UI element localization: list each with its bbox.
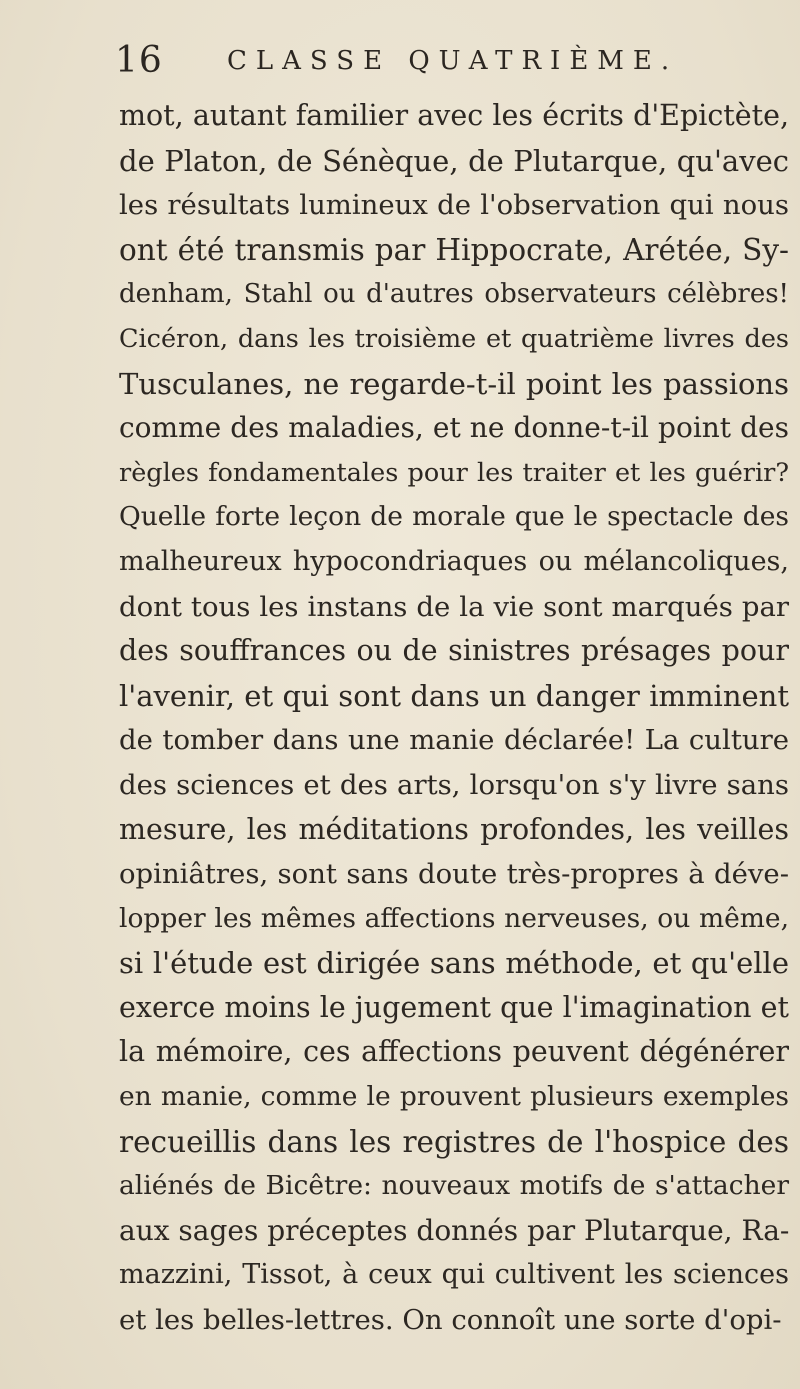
text-line: règles fondamentales pour les traiter et les guérir? (119, 457, 789, 488)
text-line: malheureux hypocondriaques ou mélancoliques, (119, 545, 789, 577)
section-title: CLASSE QUATRIÈME. (227, 46, 679, 76)
page-number: 16 (115, 40, 163, 81)
body-text (119, 94, 789, 1343)
text-line: les résultats lumineux de l'observation qui nous (119, 189, 789, 222)
text-line: Quelle forte leçon de morale que le spectacle des (119, 501, 789, 533)
text-line: dont tous les instans de la vie sont marqués par (119, 590, 789, 623)
text-line: ont été transmis par Hippocrate, Arétée, Sy- (119, 232, 789, 267)
text-line: mesure, les méditations profondes, les veilles (119, 812, 789, 846)
text-line: si l'étude est dirigée sans méthode, et qu'elle (119, 946, 789, 981)
text-line: mot, autant familier avec les écrits d'Epictète, (119, 99, 789, 132)
text-line: des souffrances ou de sinistres présages pour (119, 634, 789, 668)
text-line: aux sages préceptes donnés par Plutarque, Ra- (119, 1213, 790, 1247)
text-line: en manie, comme le prouvent plusieurs exemples (119, 1081, 789, 1113)
text-line: aliénés de Bicêtre: nouveaux motifs de s'attacher (119, 1170, 789, 1202)
text-line: lopper les mêmes affections nerveuses, ou même, (119, 902, 789, 934)
text-line: denham, Stahl ou d'autres observateurs célèbres! (119, 279, 789, 310)
text-line: Cicéron, dans les troisième et quatrième livres des (119, 323, 789, 354)
text-line: et les belles-lettres. On connoît une sorte d'opi- (119, 1304, 782, 1337)
text-line: opiniâtres, sont sans doute très-propres à déve- (119, 858, 789, 891)
text-line: de tomber dans une manie déclarée! La culture (119, 724, 789, 757)
text-line: exerce moins le jugement que l'imagination et (119, 990, 789, 1024)
text-line: mazzini, Tissot, à ceux qui cultivent les sciences (119, 1259, 789, 1291)
text-line: comme des maladies, et ne donne-t-il point des (119, 411, 789, 445)
text-line: de Platon, de Sénèque, de Plutarque, qu'avec (119, 143, 789, 178)
text-line: recueillis dans les registres de l'hospice des (119, 1124, 789, 1159)
text-line: Tusculanes, ne regarde-t-il point les passions (119, 366, 789, 401)
text-line: la mémoire, ces affections peuvent dégénérer (119, 1035, 789, 1069)
text-line: l'avenir, et qui sont dans un danger imminent (119, 678, 789, 713)
running-head (115, 40, 679, 84)
text-line: des sciences et des arts, lorsqu'on s'y livre sans (119, 768, 789, 801)
